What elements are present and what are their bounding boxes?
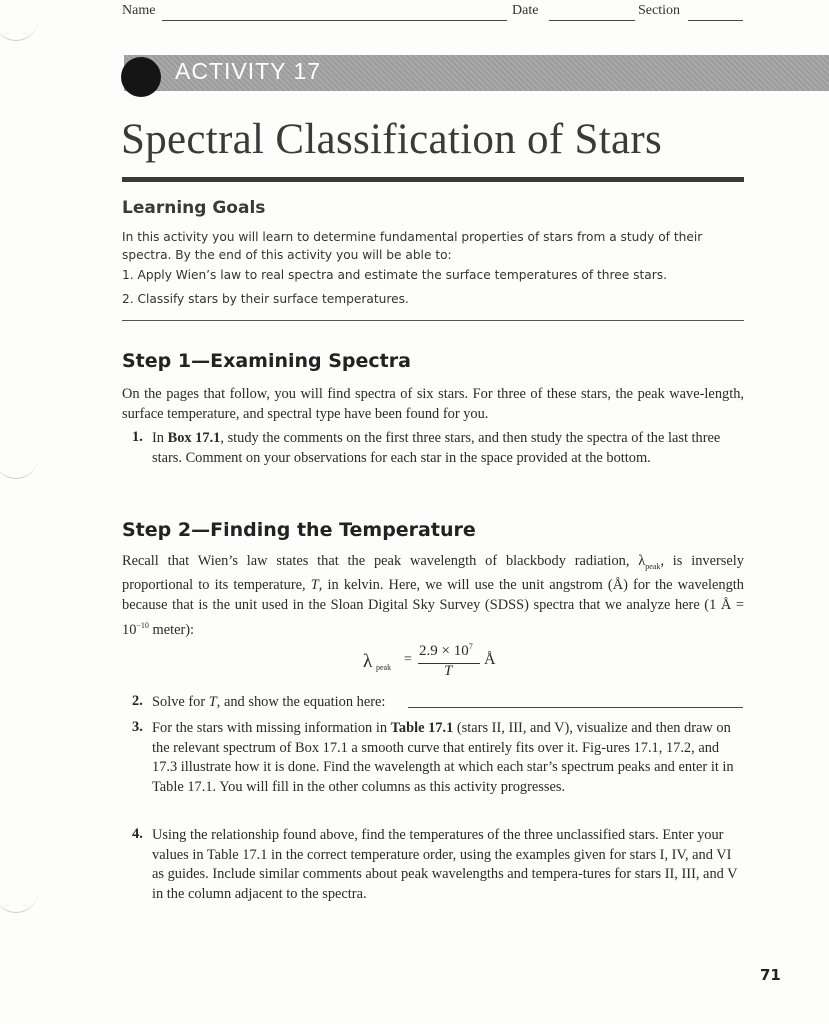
equation-equals: = xyxy=(404,652,412,667)
question-number: 4. xyxy=(132,826,143,842)
learning-goals-divider xyxy=(122,320,744,321)
learning-goal-item: 2. Classify stars by their surface temperatures. xyxy=(122,292,409,306)
punch-hole xyxy=(0,18,38,41)
date-field[interactable] xyxy=(549,20,635,21)
question-3: For the stars with missing information in Table 17.1 (stars II, III, and V), visualize and then draw on the relevant spectrum of Box 17.1 a smooth curve that entirely fits over it. Fig-ures 17.1, 17.2, and 17.3 illustrate how it is done. Find the wavelength at which each star’s spectrum peaks and enter it in Table 17.1. You will fill in the other columns as this activity progresses. xyxy=(152,720,734,795)
equation-numerator: $2.9 \times 10^7$ xyxy=(419,642,473,659)
question-number: 3. xyxy=(132,719,143,735)
equation-denominator: T xyxy=(444,663,453,679)
punch-hole xyxy=(0,456,38,479)
name-label: Name xyxy=(122,3,156,18)
equation-unit: Å xyxy=(484,651,496,668)
name-field[interactable] xyxy=(162,20,507,21)
section-field[interactable] xyxy=(688,20,743,21)
page-number: 71 xyxy=(760,966,781,984)
step2-heading: Step 2—Finding the Temperature xyxy=(122,519,476,541)
learning-goals-intro: In this activity you will learn to determine fundamental properties of stars from a study of their spectra. By the end of this activity you will be able to: xyxy=(122,230,703,262)
date-label: Date xyxy=(512,3,539,18)
equation-subscript: peak xyxy=(376,663,392,672)
activity-badge-icon xyxy=(121,57,161,97)
learning-goals-heading: Learning Goals xyxy=(122,198,266,218)
step1-heading: Step 1—Examining Spectra xyxy=(122,350,411,372)
step1-intro: On the pages that follow, you will find spectra of six stars. For three of these stars, the peak wave-length, surface temperature, and spectral type have been found for you. xyxy=(122,386,744,422)
page-title: Spectral Classification of Stars xyxy=(121,116,663,163)
question-2: Solve for T, and show the equation here: xyxy=(152,694,386,710)
question-number: 2. xyxy=(132,693,143,709)
question-number: 1. xyxy=(132,429,143,445)
answer-line[interactable] xyxy=(408,707,743,708)
question-4: Using the relationship found above, find the temperatures of the three unclassified stars. Enter your values in Table 17.1 in the correct temperature order, using the examples given for stars I, IV, and VI as guides. Include similar comments about peak wavelengths and tempera-tures for stars II, III, and V in the column adjacent to the spectra. xyxy=(152,827,738,902)
title-divider xyxy=(122,177,744,182)
step2-intro: Recall that Wien’s law states that the peak wavelength of blackbody radiation, $\lambda_{peak}$, is inversely proportional to its temperature, T, in kelvin. Here, we will use the unit angstrom (Å) for the wavelength because that is the unit used in the Sloan Digital Sky Survey (SDSS) spectra that we analyze here (1 Å = $10^{-10}$ meter): xyxy=(122,553,744,638)
punch-hole xyxy=(0,890,38,913)
equation-lambda: λ xyxy=(363,651,373,672)
activity-label: ACTIVITY 17 xyxy=(175,58,322,84)
section-label: Section xyxy=(638,3,680,18)
learning-goal-item: 1. Apply Wien’s law to real spectra and estimate the surface temperatures of three stars. xyxy=(122,268,667,282)
question-1: In Box 17.1, study the comments on the first three stars, and then study the spectra of the last three stars. Comment on your observations for each star in the space provided at the bottom. xyxy=(152,430,721,466)
